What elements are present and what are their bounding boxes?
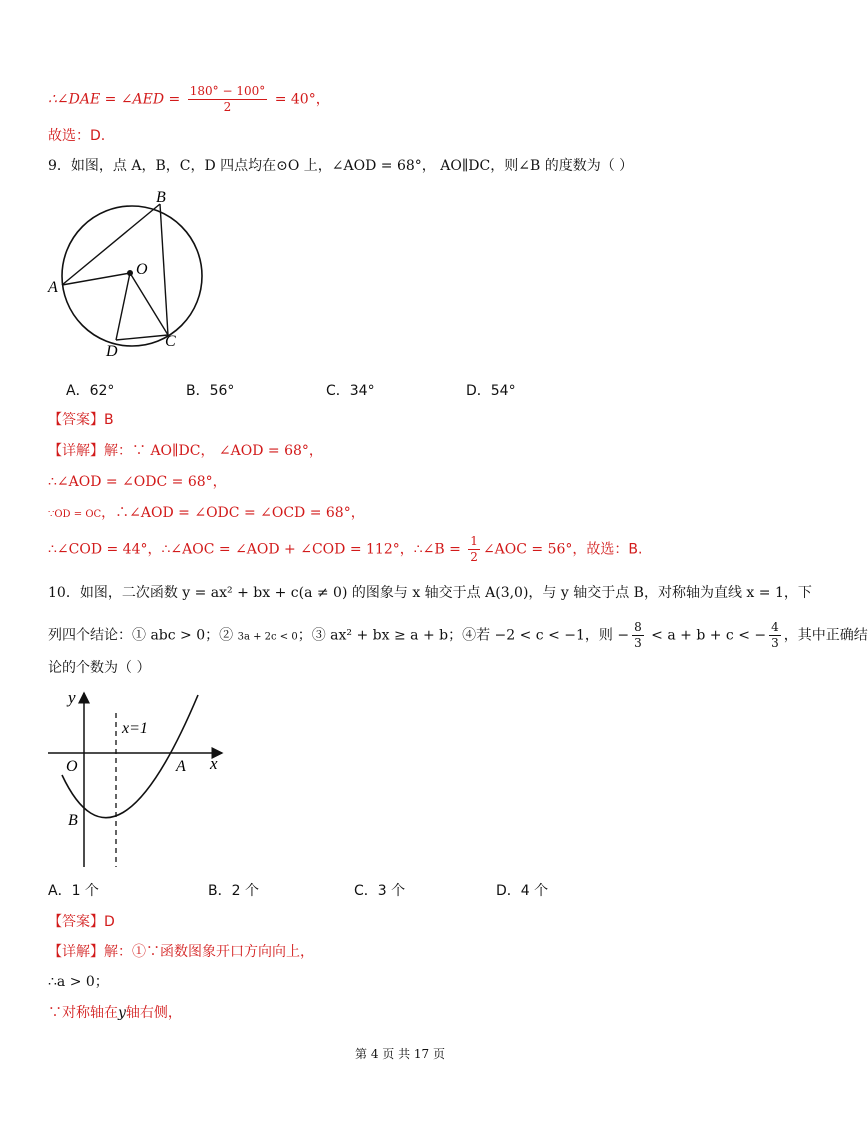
label-a: A [176, 758, 186, 775]
q10-stem-3: 论的个数为（ ） [48, 660, 151, 676]
q9-option-b[interactable]: B．56° [186, 383, 235, 399]
q10-option-d[interactable]: D．4 个 [496, 883, 549, 899]
q9-answer: 【答案】B [48, 412, 114, 428]
q10-option-b[interactable]: B．2 个 [208, 883, 259, 899]
fraction: $\frac{4}{3}$ [771, 620, 779, 650]
q10-stem-2: 列四个结论：① abc > 0；② 3a + 2c < 0；③ ax² + bx ≥ a + b；④若 −2 < c < −1，则 − $\frac{8}{3}$ < a + b + c < − $\frac{4}{3}$ ，其中正确结 [48, 620, 868, 650]
q9-explain-2: ∴∠AOD = ∠ODC = 68°， [48, 474, 227, 490]
label-y: y [68, 688, 76, 707]
label-x1: x=1 [122, 720, 148, 737]
q10-option-c[interactable]: C．3 个 [354, 883, 406, 899]
q10-option-a[interactable]: A．1 个 [48, 883, 99, 899]
segment-ao [62, 273, 130, 285]
q10-explain-1: 【详解】解：①∵函数图象开口方向向上， [48, 944, 314, 960]
fraction: $\frac{8}{3}$ [634, 620, 642, 650]
q9-option-d[interactable]: D．54° [466, 383, 516, 399]
q10-explain-2: ∴a > 0； [48, 974, 109, 990]
label-d: D [106, 343, 118, 360]
label-o: O [66, 758, 78, 775]
segment-od [116, 273, 130, 340]
page-footer: 第 4 页 共 17 页 [355, 1047, 445, 1061]
label-b: B [156, 189, 166, 206]
segment-bc [160, 204, 168, 335]
label-o: O [136, 261, 148, 278]
q9-explain-4: ∴∠COD = 44°，∴∠AOC = ∠AOD + ∠COD = 112°，∴∠B = $\frac{1}{2}$ ∠AOC = 56°，故选：B. [48, 534, 643, 564]
q9-explain-1: 【详解】解：∵ AO∥DC， ∠AOD = 68°， [48, 443, 323, 459]
label-a: A [48, 279, 58, 296]
fraction: $\frac{1}{2}$ [470, 534, 478, 564]
q10-answer: 【答案】D [48, 914, 115, 930]
choice-line-d: 故选：D. [48, 128, 106, 144]
label-c: C [165, 333, 176, 350]
label-x: x [210, 754, 218, 773]
center-point [127, 270, 133, 276]
label-b: B [68, 812, 78, 829]
segment-oc [130, 273, 168, 335]
q9-circle-figure [44, 190, 214, 360]
solution-line-dae: ∴∠DAE = ∠AED = $\frac{180^\circ - 100^\circ}{2}$ = 40°， [48, 84, 330, 114]
q9-explain-3: ∵OD = OC，∴∠AOD = ∠ODC = ∠OCD = 68°， [48, 505, 365, 521]
fraction: $\frac{180^\circ - 100^\circ}{2}$ [189, 84, 266, 114]
q9-option-c[interactable]: C．34° [326, 383, 375, 399]
q9-option-a[interactable]: A．62° [66, 383, 115, 399]
parabola-curve [62, 695, 198, 818]
q9-stem: 9．如图，点 A，B，C，D 四点均在⊙O 上，∠AOD = 68°， AO∥DC，则∠B 的度数为（ ） [48, 158, 634, 174]
q10-explain-3: ∵对称轴在y轴右侧， [48, 1005, 182, 1021]
q10-parabola-figure [44, 685, 234, 875]
q10-stem-1: 10．如图，二次函数 y = ax² + bx + c(a ≠ 0) 的图象与 x 轴交于点 A(3,0)，与 y 轴交于点 B，对称轴为直线 x = 1，下 [48, 585, 812, 601]
